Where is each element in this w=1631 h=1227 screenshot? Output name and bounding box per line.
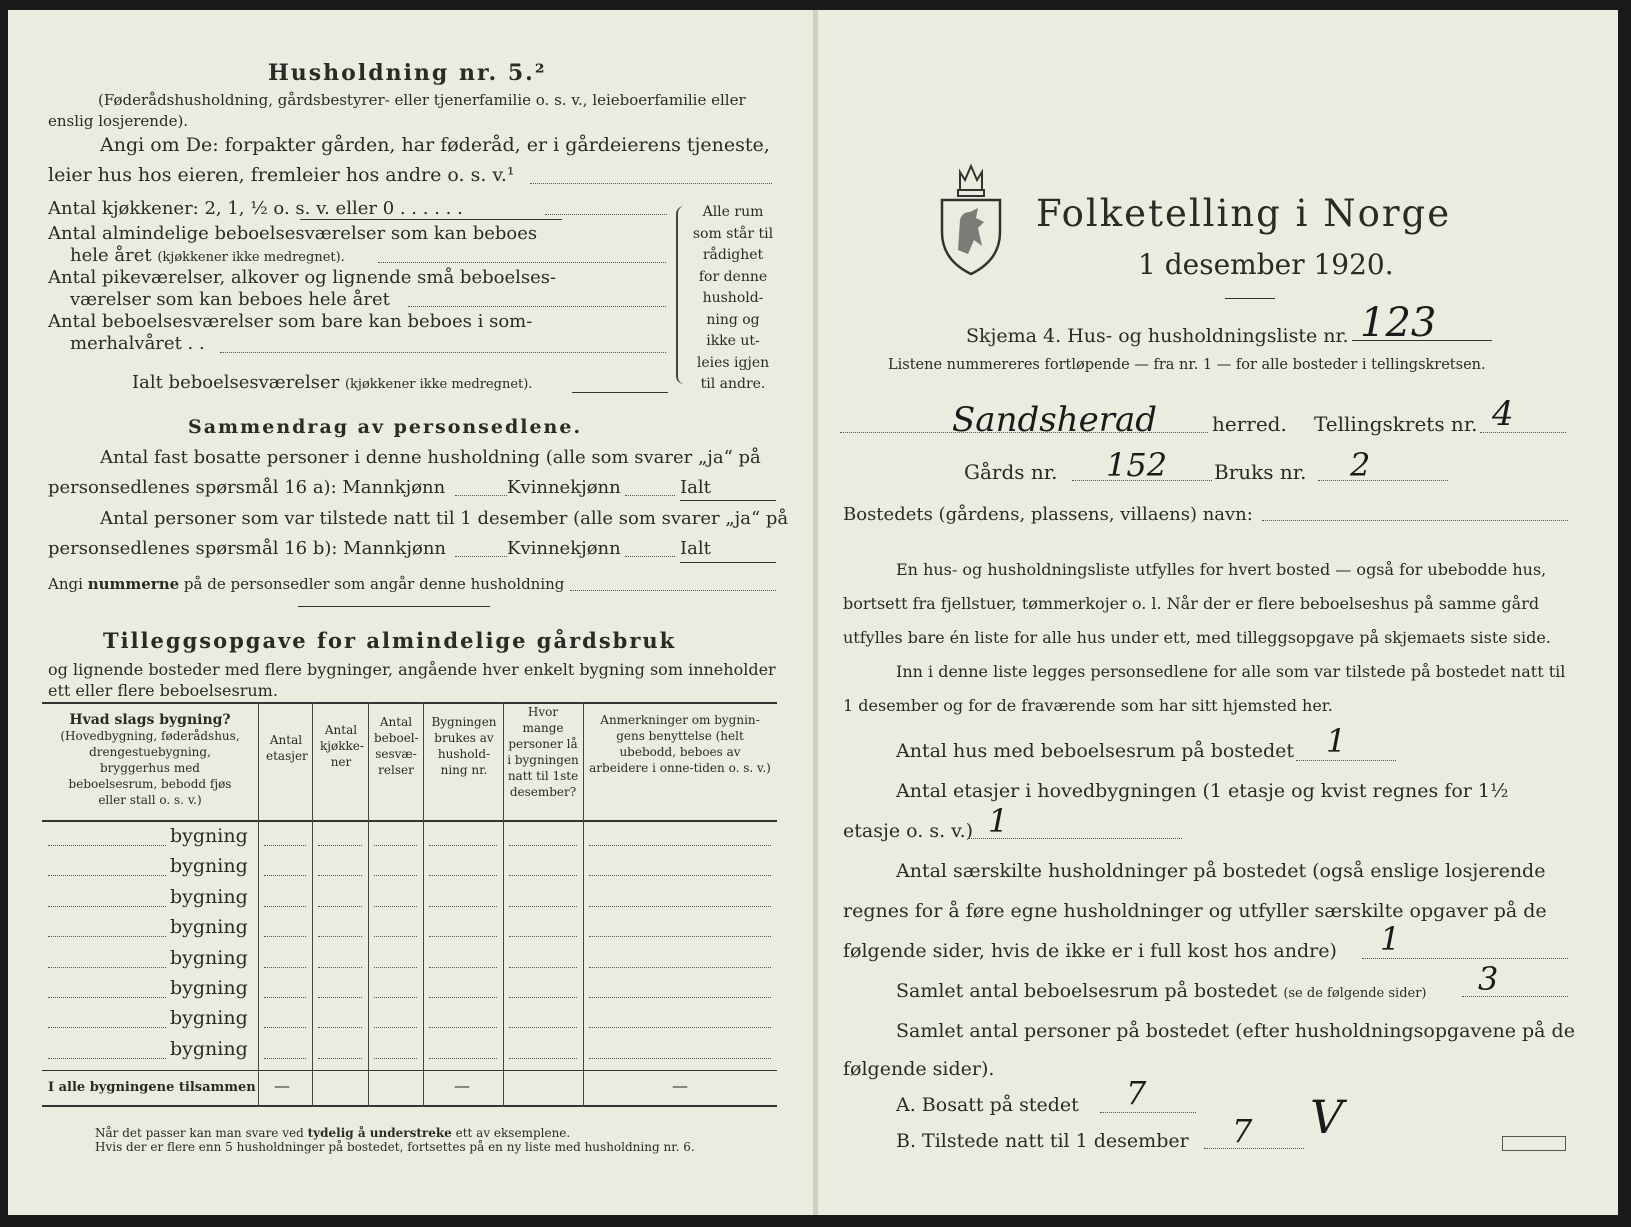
farm-number-handwritten: 152 <box>1106 446 1168 484</box>
summary-line4c: Ialt <box>680 538 711 559</box>
summary-line5-a: Angi <box>48 575 83 593</box>
table-cell-line <box>374 906 417 907</box>
table-header-building-type-note: (Hovedbygning, føderådshus, drengestuebygning, bryggerhus med beboelsesrum, bebodd fjøs eller stall o. s. v.) <box>60 729 240 807</box>
table-cell-line <box>429 875 497 876</box>
present-handwritten: 7 <box>1232 1112 1253 1150</box>
schema-number-line <box>1352 340 1492 341</box>
holding-number-label: Bruks nr. <box>1214 460 1307 484</box>
floors-handwritten: 1 <box>988 802 1009 840</box>
printer-stamp <box>1502 1136 1566 1151</box>
table-cell-line <box>374 1027 417 1028</box>
coat-of-arms-icon <box>938 160 1004 278</box>
floors-line1: Antal etasjer i hovedbygningen (1 etasje og kvist regnes for 1½ <box>896 780 1509 802</box>
table-cell-line <box>589 1027 771 1028</box>
table-cell-line <box>264 936 306 937</box>
table-cell-line <box>374 875 417 876</box>
household-note-line1: (Føderådshusholdning, gårdsbestyrer- eller tjenerfamilie o. s. v., leieboerfamilie eller <box>98 91 746 109</box>
rooms-brace <box>676 206 686 384</box>
numbering-instruction: Listene nummereres fortløpende — fra nr. 1 — for alle bosteder i tellingskretsen. <box>888 357 1486 373</box>
table-row-answer-line <box>48 845 166 846</box>
table-cell-line <box>318 1058 362 1059</box>
table-cell-line <box>509 1027 577 1028</box>
houses-line <box>1296 760 1396 761</box>
table-row-label: bygning <box>170 946 248 969</box>
side-note-line: ning og <box>706 311 760 328</box>
total-household-dash: — <box>454 1076 470 1095</box>
table-cell-line <box>318 845 362 846</box>
table-cell-line <box>509 906 577 907</box>
kitchen-answer-line <box>545 214 667 215</box>
info-p2-line1: Inn i denne liste legges personsedlene for alle som var tilstede på bostedet natt til <box>896 662 1566 681</box>
household-title: Husholdning nr. 5.² <box>268 60 547 86</box>
summary-numbers-answer <box>570 590 776 591</box>
summary-line5-c: på de personsedler som angår denne husholdning <box>183 575 565 593</box>
summary-line2b: Kvinnekjønn <box>507 477 621 498</box>
table-header-household: Bygningen brukes av hushold-ning nr. <box>431 715 497 777</box>
district-number-handwritten: 4 <box>1492 394 1514 434</box>
small-rooms-line2: værelser som kan beboes hele året <box>70 289 390 310</box>
table-row-label: bygning <box>170 977 248 999</box>
info-p1-line3: utfylles bare én liste for alle hus under ett, med tilleggsopgave på skjemaets siste side. <box>843 628 1551 647</box>
table-row-answer-line <box>48 936 166 937</box>
small-rooms-line1: Antal pikeværelser, alkover og lignende små beboelses- <box>48 267 557 288</box>
summer-rooms-line1: Antal beboelsesværelser som bare kan beboes i som- <box>48 311 533 332</box>
angi-line2: leier hus hos eieren, fremleier hos andre o. s. v.¹ <box>48 164 515 186</box>
rooms-total-main: Samlet antal beboelsesrum på bostedet <box>896 980 1278 1002</box>
summary-present-female-answer <box>625 556 675 557</box>
table-cell-line <box>589 875 771 876</box>
summary-line2a: personsedlenes spørsmål 16 a): Mannkjønn <box>48 477 446 498</box>
table-cell-line <box>509 936 577 937</box>
farm-number-line <box>1072 480 1212 481</box>
schema-label: Skjema 4. Hus- og husholdningsliste nr. <box>966 325 1349 347</box>
table-cell-line <box>589 845 771 846</box>
rooms-answer-line <box>378 262 666 263</box>
municipality-handwritten: Sandsherad <box>952 400 1157 440</box>
holding-number-handwritten: 2 <box>1350 446 1371 484</box>
households-line3: følgende sider, hvis de ikke er i full kost hos andre) <box>843 940 1337 962</box>
district-line <box>1480 432 1566 433</box>
table-row-label: bygning <box>170 885 248 908</box>
date-rule <box>1225 298 1275 299</box>
footnote-line2: Hvis der er flere enn 5 husholdninger på bostedet, fortsettes på en ny liste med husholdning nr. 6. <box>95 1140 695 1154</box>
table-cell-line <box>589 997 771 998</box>
table-cell-line <box>264 997 306 998</box>
side-note-line: hushold- <box>702 290 764 306</box>
side-note-line: rådighet <box>702 247 764 263</box>
table-cell-line <box>509 997 577 998</box>
table-cell-line <box>589 936 771 937</box>
supplement-line2: ett eller flere beboelsesrum. <box>48 681 278 700</box>
side-note-line: til andre. <box>700 376 766 392</box>
district-label: Tellingskrets nr. <box>1314 412 1478 436</box>
total-rooms-main: Ialt beboelsesværelser <box>132 372 340 393</box>
summary-line2c: Ialt <box>680 477 711 498</box>
present-line <box>1204 1148 1304 1149</box>
households-handwritten: 1 <box>1380 920 1401 958</box>
resident-handwritten: 7 <box>1126 1074 1147 1112</box>
table-cell-line <box>509 967 577 968</box>
table-cell-line <box>264 1027 306 1028</box>
table-header-rooms: Antal beboel-sesvæ-relser <box>374 715 419 777</box>
farm-number-label: Gårds nr. <box>964 460 1058 484</box>
table-cell-line <box>318 967 362 968</box>
resident-label: A. Bosatt på stedet <box>896 1094 1079 1116</box>
table-col-line <box>503 702 504 1107</box>
table-header-remarks: Anmerkninger om bygnin-gens benyttelse (helt ubebodd, beboes av arbeidere i onne-tiden o. s. v.) <box>589 713 771 775</box>
table-cell-line <box>374 936 417 937</box>
table-cell-line <box>589 906 771 907</box>
table-cell-line <box>429 845 497 846</box>
rooms-label-line2 <box>70 245 345 266</box>
side-note-line: ikke ut- <box>706 333 760 349</box>
census-date: 1 desember 1920. <box>1138 248 1394 281</box>
table-cell-line <box>429 936 497 937</box>
table-cell-line <box>374 1058 417 1059</box>
footnote-line1-b: tydelig å understreke <box>307 1126 452 1140</box>
schema-number-handwritten: 123 <box>1360 300 1437 346</box>
check-mark-handwritten: V <box>1310 1090 1344 1144</box>
table-header-building-type <box>42 712 258 808</box>
small-rooms-answer-line <box>408 306 666 307</box>
table-cell-line <box>429 1027 497 1028</box>
rooms-total-note: (se de følgende sider) <box>1283 986 1427 1001</box>
rooms-label-line2-main: hele året <box>70 245 152 266</box>
total-remarks-dash: — <box>672 1076 688 1095</box>
table-row-answer-line <box>48 875 166 876</box>
rooms-total-label <box>896 980 1427 1002</box>
summary-present-total-answer <box>680 562 776 563</box>
angi-answer-line <box>530 183 772 184</box>
floors-line <box>968 838 1182 839</box>
table-row-answer-line <box>48 906 166 907</box>
side-note-line: for denne <box>698 268 768 285</box>
table-header-rule <box>42 820 777 822</box>
table-row-label: bygning <box>170 825 248 847</box>
table-cell-line <box>318 936 362 937</box>
table-header-kitchens: Antal kjøkke-ner <box>320 723 364 769</box>
summary-female-answer <box>625 495 675 496</box>
supplement-line1: og lignende bosteder med flere bygninger, angående hver enkelt bygning som inneholder <box>48 660 776 679</box>
present-label: B. Tilstede natt til 1 desember <box>896 1130 1189 1152</box>
table-row-answer-line <box>48 967 166 968</box>
table-top-rule <box>42 702 777 704</box>
total-floors-dash: — <box>274 1076 290 1095</box>
table-row-label: bygning <box>170 1037 248 1060</box>
side-note-line: Alle rum <box>702 204 764 220</box>
census-title: Folketelling i Norge <box>1036 192 1452 235</box>
household-note-line2: enslig losjerende). <box>48 112 189 130</box>
table-header-building-type-title: Hvad slags bygning? <box>69 712 231 728</box>
floors-line2: etasje o. s. v.) <box>843 820 974 842</box>
table-cell-line <box>429 906 497 907</box>
residence-name-line <box>1262 520 1568 521</box>
holding-number-line <box>1318 480 1448 481</box>
table-bottom-rule <box>42 1105 777 1107</box>
table-cell-line <box>374 845 417 846</box>
info-p2-line2: 1 desember og for de fraværende som har sitt hjemsted her. <box>843 696 1333 715</box>
table-total-label: I alle bygningene tilsammen <box>48 1080 256 1095</box>
persons-line1: Samlet antal personer på bostedet (efter husholdningsopgavene på de <box>896 1020 1575 1042</box>
total-rooms-label <box>132 372 532 393</box>
summer-rooms-line2: merhalvåret . . <box>70 333 205 354</box>
municipality-line <box>840 432 1208 433</box>
table-col-line <box>258 702 259 1107</box>
info-p1-line2: bortsett fra fjellstuer, tømmerkojer o. l. Når der er flere beboelseshus på samme gård <box>843 594 1540 613</box>
persons-line2: følgende sider). <box>843 1058 995 1080</box>
table-cell-line <box>509 845 577 846</box>
table-row-answer-line <box>48 1058 166 1059</box>
table-cell-line <box>509 1058 577 1059</box>
houses-handwritten: 1 <box>1326 722 1347 760</box>
summary-total-answer <box>680 500 776 501</box>
table-cell-line <box>318 875 362 876</box>
table-cell-line <box>318 997 362 998</box>
table-cell-line <box>264 906 306 907</box>
angi-line1: Angi om De: forpakter gården, har føderåd, er i gårdeierens tjeneste, <box>100 134 770 156</box>
table-cell-line <box>374 967 417 968</box>
table-total-top-rule <box>42 1070 777 1071</box>
table-cell-line <box>429 997 497 998</box>
summer-rooms-answer-line <box>220 352 666 353</box>
building-table <box>42 702 777 1107</box>
total-rooms-answer-line <box>572 392 668 393</box>
table-cell-line <box>589 967 771 968</box>
table-cell-line <box>589 1058 771 1059</box>
table-cell-line <box>264 1058 306 1059</box>
table-cell-line <box>264 967 306 968</box>
kitchen-count-label: Antal kjøkkener: 2, 1, ½ o. s. v. eller 0 . . . . . . <box>48 198 463 219</box>
rooms-label-line2-note: (kjøkkener ikke medregnet). <box>157 250 345 265</box>
total-rooms-note: (kjøkkener ikke medregnet). <box>344 377 533 392</box>
table-col-line <box>312 702 313 1107</box>
info-p1-line1: En hus- og husholdningsliste utfylles for hvert bosted — også for ubebodde hus, <box>896 560 1547 579</box>
footnote-line1-c: ett av eksemplene. <box>455 1126 571 1140</box>
summary-male-answer <box>455 495 507 496</box>
table-header-persons: Hvor mange personer lå i bygningen natt til 1ste desember? <box>507 705 579 799</box>
municipality-label: herred. <box>1212 412 1287 436</box>
summary-line4b: Kvinnekjønn <box>507 538 621 559</box>
table-row-label: bygning <box>170 1007 248 1030</box>
table-col-line <box>583 702 584 1107</box>
table-cell-line <box>318 1027 362 1028</box>
kitchen-underline <box>300 219 562 220</box>
table-cell-line <box>429 1058 497 1059</box>
table-cell-line <box>374 997 417 998</box>
table-cell-line <box>264 845 306 846</box>
summary-present-male-answer <box>455 556 507 557</box>
table-col-line <box>423 702 424 1107</box>
rooms-total-line <box>1462 996 1568 997</box>
table-cell-line <box>318 906 362 907</box>
footnote-line1-a: Når det passer kan man svare ved <box>95 1126 304 1140</box>
side-note-line: som står til <box>692 225 774 242</box>
summary-line4a: personsedlenes spørsmål 16 b): Mannkjønn <box>48 538 447 559</box>
resident-line <box>1100 1112 1196 1113</box>
households-line <box>1362 958 1568 959</box>
footnote-line1 <box>95 1126 570 1140</box>
rooms-total-handwritten: 3 <box>1478 960 1499 998</box>
table-header-floors: Antal etasjer <box>266 733 308 763</box>
table-cell-line <box>264 875 306 876</box>
table-col-line <box>368 702 369 1107</box>
residence-name-label: Bostedets (gårdens, plassens, villaens) navn: <box>843 504 1253 525</box>
households-line2: regnes for å føre egne husholdninger og utfyller særskilte opgaver på de <box>843 900 1547 922</box>
supplement-title: Tilleggsopgave for almindelige gårdsbruk <box>103 628 677 653</box>
rooms-label-line1: Antal almindelige beboelsesværelser som kan beboes <box>48 223 538 244</box>
table-row-answer-line <box>48 1027 166 1028</box>
summary-title: Sammendrag av personsedlene. <box>188 416 583 438</box>
table-row-answer-line <box>48 997 166 998</box>
side-note-line: leies igjen <box>696 354 770 371</box>
table-cell-line <box>509 875 577 876</box>
summary-line5 <box>48 575 564 593</box>
houses-label: Antal hus med beboelsesrum på bostedet <box>896 740 1295 762</box>
table-row-label: bygning <box>170 855 248 878</box>
summary-line3: Antal personer som var tilstede natt til 1 desember (alle som svarer „ja“ på <box>100 508 789 529</box>
rooms-side-note <box>688 202 778 396</box>
summary-line1: Antal fast bosatte personer i denne husholdning (alle som svarer „ja“ på <box>100 447 761 468</box>
section-divider <box>298 606 490 607</box>
table-row-label: bygning <box>170 916 248 939</box>
households-line1: Antal særskilte husholdninger på bostedet (også enslige losjerende <box>896 860 1546 882</box>
summary-line5-b: nummerne <box>87 575 180 593</box>
table-cell-line <box>429 967 497 968</box>
